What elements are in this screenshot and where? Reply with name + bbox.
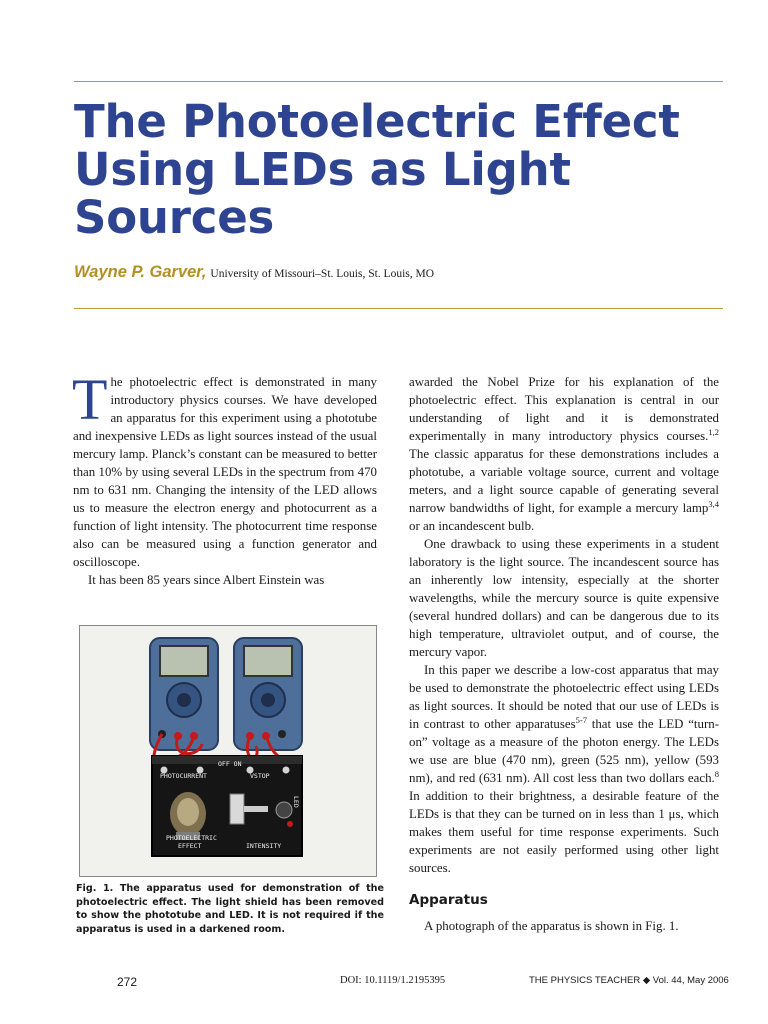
label-vstop: VSTOP (250, 772, 270, 780)
label-effect: EFFECT (178, 842, 202, 850)
header-divider (74, 308, 723, 309)
right-column (409, 373, 719, 935)
apparatus-paragraph: A photograph of the apparatus is shown in Fig. 1. (424, 919, 679, 933)
label-side: LED (292, 796, 300, 808)
author-affiliation: University of Missouri–St. Louis, St. Louis, MO (210, 268, 435, 280)
label-off-on: OFF ON (218, 760, 242, 768)
top-rule (74, 81, 723, 82)
left-column (72, 367, 377, 589)
author-name: Wayne P. Garver, (74, 263, 207, 281)
nobel-text-a: awarded the Nobel Prize for his explanation of the photoelectric effect. This explanation is central in our understanding of light and it is demonstrated experimentally in many introductory physics courses. (409, 375, 719, 443)
citation-3-4: 3,4 (708, 499, 719, 509)
label-photocurrent: PHOTOCURRENT (160, 772, 207, 780)
apparatus-photo (79, 625, 377, 877)
title-line-3: Sources (74, 191, 275, 244)
intro-text: he photoelectric effect is demonstrated in many introductory physics courses. We have developed an apparatus for this experiment using a phototube and inexpensive LEDs as light sources instead of the usual mercury lamp. Planck’s constant can be measured to better than 10% by using several LEDs in the spectrum from 470 nm to 631 nm. Changing the intensity of the LED allows us to measure the electron energy and photocurrent as a function of light intensity. The photocurrent time response also can be measured using a function generator and oscilloscope. (73, 375, 377, 569)
einstein-paragraph-start: It has been 85 years since Albert Einstein was (88, 573, 325, 587)
right-multimeter (234, 638, 302, 750)
drop-cap: T (72, 367, 108, 432)
nobel-text-b: The classic apparatus for these demonstrations includes a phototube, a variable voltage source, current and voltage meters, and a light source capable of generating several narrow bandwidths of light, for example a mercury lamp (409, 447, 719, 515)
description-text-c: In addition to their brightness, a desirable feature of the LEDs is that they can be turned on in less than 1 μs, which makes them useful for time response experiments. Such experiments are not easily performed using other light sources. (409, 789, 719, 875)
description-paragraph (409, 661, 719, 877)
label-photoelectric: PHOTOELECTRIC (166, 834, 217, 842)
journal-info: THE PHYSICS TEACHER ◆ Vol. 44, May 2006 (529, 975, 729, 986)
section-heading-apparatus: Apparatus (409, 892, 488, 908)
article-title (74, 95, 714, 244)
title-line-2: Using LEDs as Light (74, 143, 571, 196)
apparatus-illustration (80, 626, 376, 876)
page-number: 272 (117, 975, 138, 989)
label-intensity: INTENSITY (246, 842, 282, 850)
nobel-text-c: or an incandescent bulb. (409, 519, 535, 533)
citation-1-2: 1,2 (708, 427, 719, 437)
description-text-a: In this paper we describe a low-cost apparatus that may be used to demonstrate the photoelectric effect using LEDs as light sources. It should be noted that our use of LEDs is in contrast to other apparatuses (409, 663, 719, 731)
left-multimeter (150, 638, 218, 750)
drawback-paragraph: One drawback to using these experiments in a student laboratory is the light source. The incandescent source has an inherently low intensity, especially at the shorter wavelengths, while the mercury source is quite expensive (several hundred dollars) and can be dangerous due to its high temperature, ultraviolet output, and of course, the mercury vapor. (409, 537, 719, 659)
title-line-1: The Photoelectric Effect (74, 95, 680, 148)
nobel-paragraph (409, 373, 719, 535)
citation-5-7: 5-7 (575, 715, 587, 725)
figure-caption: Fig. 1. The apparatus used for demonstration of the photoelectric effect. The light shield has been removed to show the phototube and LED. It is not required if the apparatus is used in a darkened room. (76, 883, 384, 935)
intro-paragraph (72, 367, 377, 571)
byline (74, 263, 434, 282)
citation-8: 8 (714, 769, 719, 779)
description-text-b: that use the LED “turn-on” voltage as a measure of the photon energy. The LEDs we use are blue (470 nm), green (525 nm), yellow (593 nm), and red (631 nm). All cost less than two dollars each. (409, 717, 719, 785)
doi: DOI: 10.1119/1.2195395 (340, 975, 446, 986)
